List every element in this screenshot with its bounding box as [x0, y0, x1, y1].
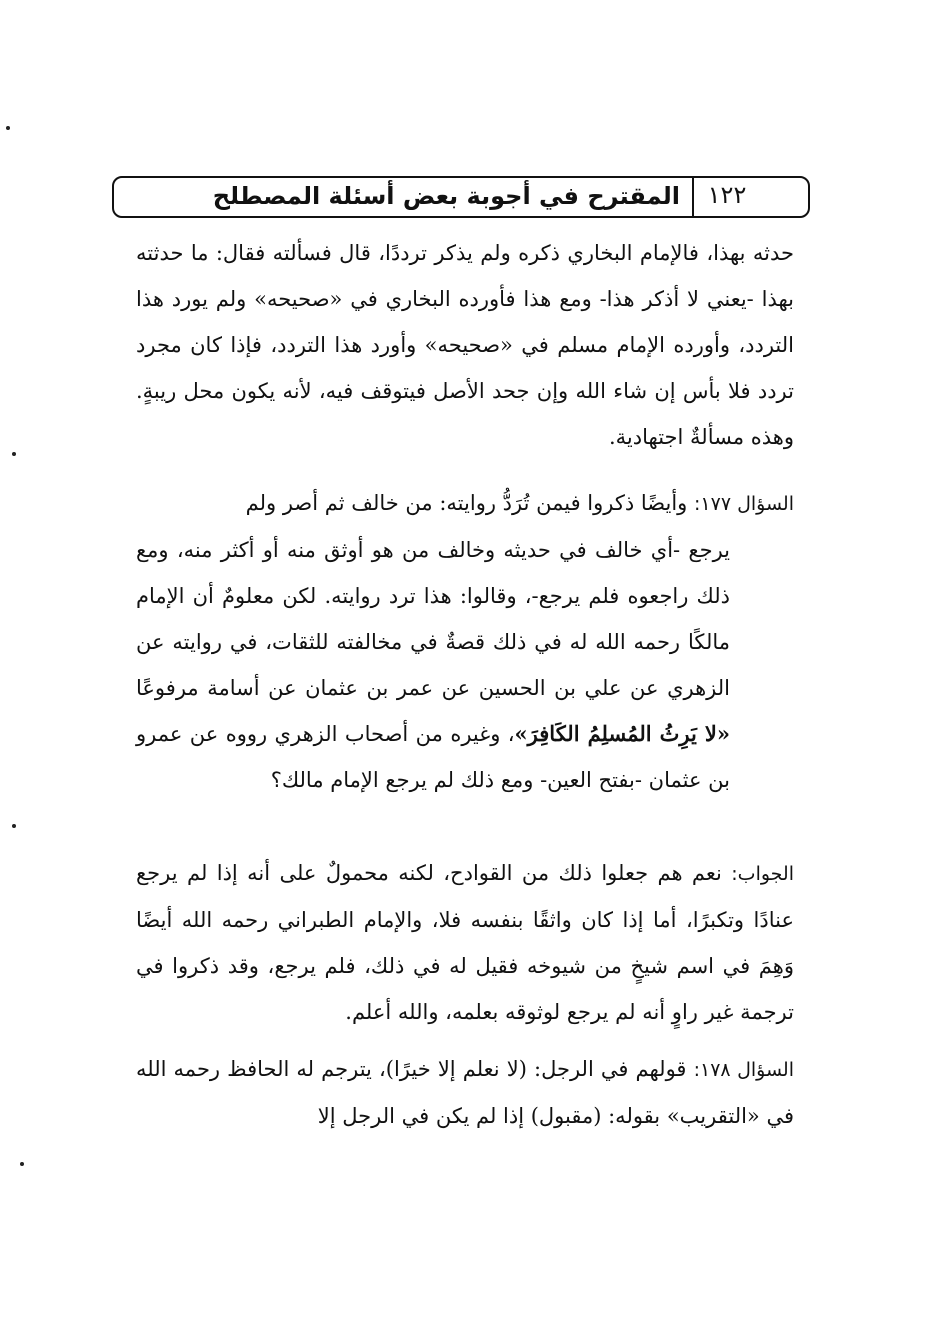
scan-speck — [20, 1162, 24, 1166]
running-header-title: المقترح في أجوبة بعض أسئلة المصطلح — [212, 182, 680, 210]
answer-177 — [136, 850, 794, 1035]
question-label: السؤال ١٧٨: — [693, 1059, 794, 1081]
question-177 — [136, 480, 794, 803]
question-text-part1: يرجع -أي خالف في حديثه وخالف من هو أوثق منه أو أكثر منه، ومع ذلك راجعوه فلم يرجع-، وقالوا: هذا ترد روايته. لكن معلومٌ أن الإمام مالكًا رحمه الله له في ذلك قصةٌ في مخالفته للثقات، في روايته عن الزهري عن علي بن الحسين عن عمر بن عثمان عن أسامة مرفوعًا — [136, 538, 730, 700]
page-number: ١٢٢ — [707, 181, 747, 209]
scan-speck — [6, 126, 10, 130]
answer-label: الجواب: — [731, 863, 794, 885]
question-body — [136, 527, 794, 803]
scan-speck — [12, 452, 16, 456]
paragraph-continuation — [136, 230, 794, 460]
answer-text: نعم هم جعلوا ذلك من القوادح، لكنه محمولٌ على أنه إذا لم يرجع عنادًا وتكبرًا، أما إذا كان واثقًا بنفسه فلا، والإمام الطبراني رحمه الله أيضًا وَهِمَ في اسم شيخٍ من شيوخه فقيل له في ذلك، فلم يرجع، وقد ذكروا في ترجمة غير راوٍ أنه لم يرجع لوثوقه بعلمه، والله أعلم. — [136, 861, 794, 1024]
question-label: السؤال ١٧٧: — [694, 493, 794, 515]
question-text: قولهم في الرجل: (لا نعلم إلا خيرًا)، يترجم له الحافظ رحمه الله في «التقريب» بقوله: (مقبول) إذا لم يكن في الرجل إلا — [136, 1057, 794, 1128]
question-178 — [136, 1046, 794, 1139]
question-text-part2: ، وغيره من أصحاب الزهري رووه عن عمرو بن عثمان -بفتح العين- ومع ذلك لم يرجع الإمام مالك؟ — [136, 722, 730, 792]
hadith-quote: «لا يَرِثُ المُسلِمُ الكَافِرَ» — [514, 721, 730, 746]
paragraph-text: حدثه بهذا، فالإمام البخاري ذكره ولم يذكر ترددًا، قال فسألته فقال: ما حدثته بهذا -يعني لا أذكر هذا- ومع هذا فأورده البخاري في «صحيحه» ولم يورد هذا التردد، وأورده الإمام مسلم في «صحيحه» وأورد هذا التردد، فإذا كان مجرد تردد فلا بأس إن شاء الله وإن جحد الأصل فيتوقف فيه، لأنه يكون محل ريبةٍ. وهذه مسألةٌ اجتهادية. — [136, 241, 794, 449]
question-first-line: وأيضًا ذكروا فيمن تُرَدُّ روايته: من خالف ثم أصر ولم — [245, 491, 688, 515]
scan-speck — [12, 824, 16, 828]
